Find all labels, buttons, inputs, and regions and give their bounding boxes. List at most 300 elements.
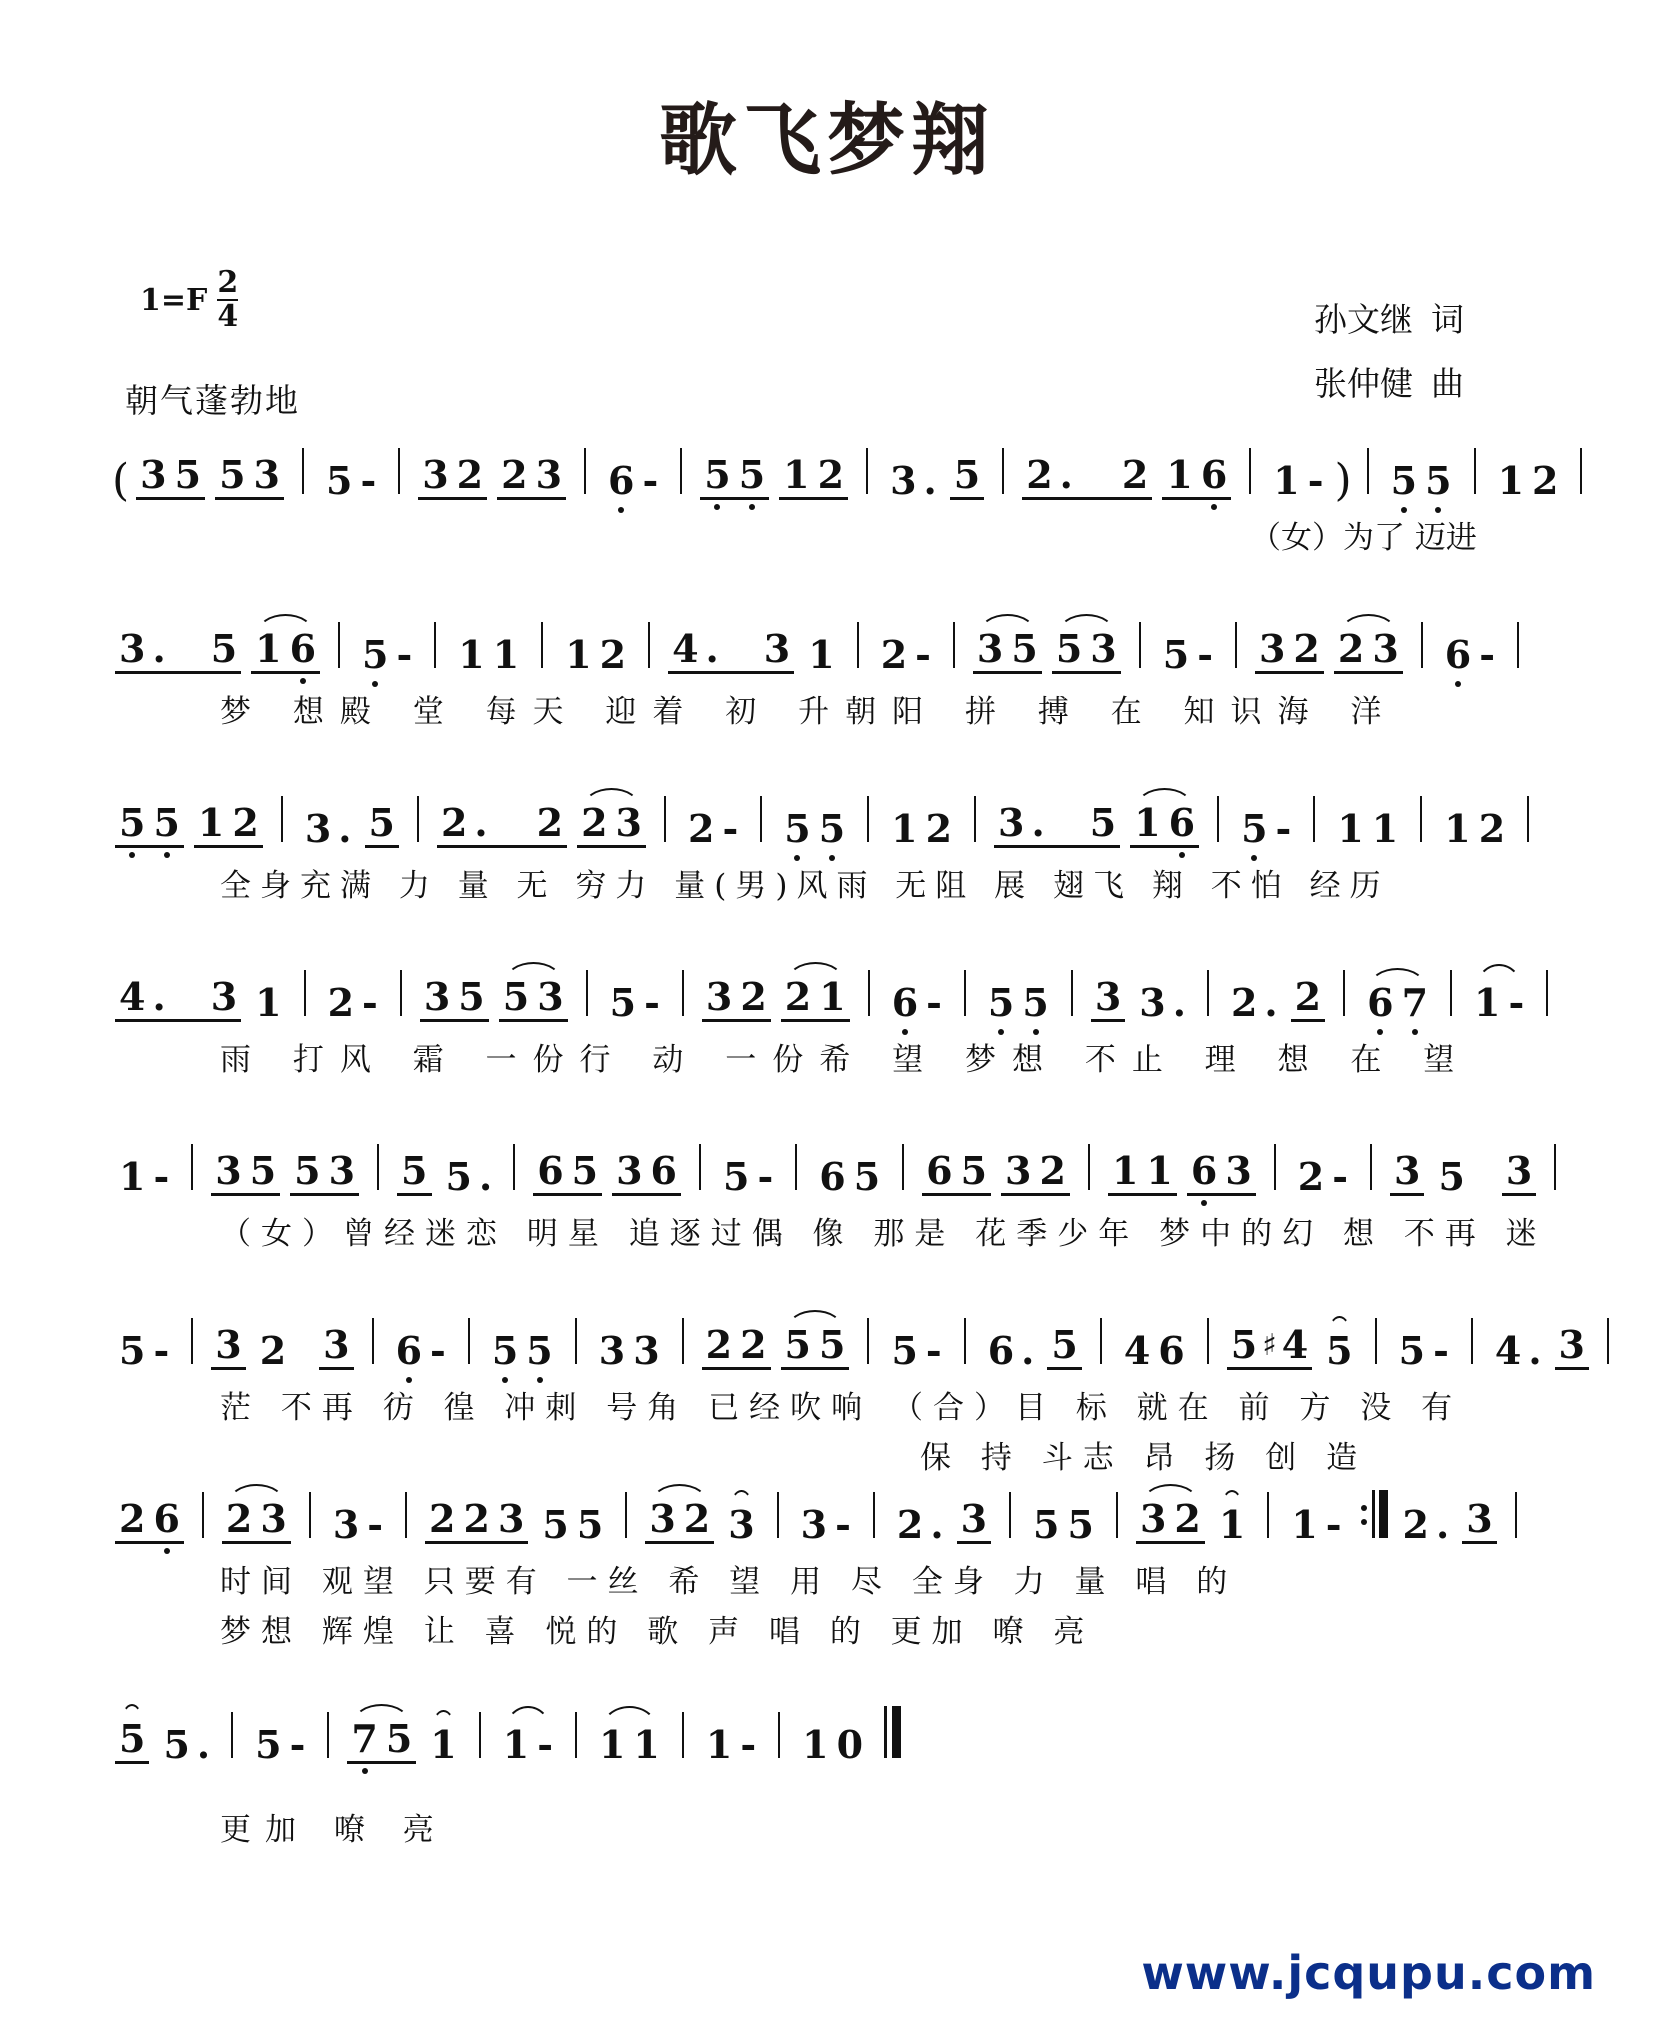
staff-line — [110, 778, 1654, 851]
music-line-6 — [0, 1300, 1654, 1476]
augmentation-dash: - — [1325, 1502, 1342, 1547]
barline — [682, 970, 684, 1016]
note-group — [1120, 1328, 1189, 1373]
note: 5 — [571, 1148, 599, 1193]
note: 1 — [1111, 1148, 1139, 1193]
note-group — [420, 974, 489, 1022]
barline — [680, 448, 682, 494]
note: 3 — [763, 626, 791, 671]
note-group — [1269, 458, 1327, 503]
note-group — [215, 452, 284, 500]
barline — [377, 1144, 379, 1190]
augmentation-dot: . — [152, 974, 166, 1019]
note-group — [645, 1496, 714, 1544]
note-group — [1022, 452, 1152, 500]
augmentation-dot: . — [474, 800, 488, 845]
note: 3 — [705, 974, 733, 1019]
barline — [584, 448, 586, 494]
note-group — [1136, 1496, 1205, 1544]
note: 1 — [1134, 800, 1161, 845]
note: 3 — [1139, 980, 1166, 1025]
note-group — [804, 632, 838, 677]
augmentation-dash: - — [153, 1328, 170, 1373]
augmentation-dot: . — [478, 1154, 493, 1199]
note: 3 — [1258, 626, 1286, 671]
barline — [400, 970, 402, 1016]
barline — [1546, 970, 1548, 1016]
note: 3 — [210, 974, 238, 1019]
note: 1 — [197, 800, 225, 845]
note-group — [194, 800, 263, 848]
note: 1 — [430, 1722, 457, 1767]
barline — [304, 970, 306, 1016]
note: 2 — [1121, 452, 1149, 497]
note: 6 — [392, 1332, 426, 1370]
note: 2 — [1026, 452, 1053, 497]
augmentation-dash: - — [367, 1502, 384, 1547]
music-systems — [0, 430, 1654, 1896]
note: 3 — [728, 1502, 755, 1547]
note: 3 — [1005, 1148, 1032, 1193]
barline — [1450, 970, 1452, 1016]
note: 5 — [723, 1154, 750, 1199]
note-group — [973, 626, 1042, 674]
barline — [513, 1144, 515, 1190]
note: 1 — [783, 452, 810, 497]
note-group — [702, 974, 771, 1022]
note-group — [1135, 980, 1189, 1025]
barline — [1607, 1318, 1609, 1364]
note-group — [1130, 800, 1199, 848]
note: 1 — [808, 632, 835, 677]
note-group — [797, 1502, 855, 1547]
note-group — [1363, 980, 1432, 1025]
barline — [778, 1712, 780, 1758]
note-group — [1395, 1328, 1453, 1373]
lyrics-block — [110, 1804, 1654, 1850]
note: 4 — [1281, 1322, 1309, 1367]
note: 1 — [598, 1722, 626, 1767]
barline — [372, 1318, 374, 1364]
note: 4 — [1494, 1328, 1522, 1373]
augmentation-dot: . — [1031, 800, 1045, 845]
barline — [1071, 970, 1073, 1016]
note: 5 — [1018, 984, 1052, 1022]
note: 5 — [210, 626, 238, 671]
note-group — [290, 1148, 359, 1196]
note: 3 — [976, 626, 1004, 671]
barline — [417, 796, 419, 842]
augmentation-dash: - — [396, 632, 413, 677]
note: 1 — [1166, 452, 1193, 497]
note: 2 — [1297, 1154, 1325, 1199]
note: 2 — [1337, 626, 1365, 671]
staff-line — [110, 1694, 1654, 1767]
augmentation-dash: - — [915, 632, 931, 677]
augmentation-dash: - — [722, 806, 739, 851]
composer-role: 曲 — [1431, 364, 1464, 404]
note-group — [256, 1328, 290, 1373]
note: 3 — [328, 1148, 356, 1193]
note-group — [1434, 1154, 1468, 1199]
composer-name: 张仲健 — [1314, 364, 1413, 404]
barline — [682, 1318, 684, 1364]
augmentation-dot: . — [1264, 980, 1278, 1025]
note-group — [1387, 458, 1456, 503]
note-group — [499, 1722, 557, 1767]
lyrics-line: 更加 嘹 亮 — [220, 1812, 448, 1848]
barline — [873, 1492, 875, 1538]
augmentation-dash: - — [430, 1328, 446, 1373]
augmentation-dash: - — [1275, 806, 1292, 851]
barline — [281, 796, 283, 842]
note-group — [1333, 806, 1402, 851]
note-group — [577, 800, 646, 848]
barline — [479, 1712, 481, 1758]
note-group — [159, 1722, 213, 1767]
time-signature-numerator: 2 — [217, 265, 239, 300]
note: 5 — [542, 1502, 569, 1547]
note-group — [538, 1502, 607, 1547]
note: 6 — [149, 1500, 183, 1538]
barline — [1474, 448, 1476, 494]
barline — [867, 1318, 869, 1364]
lyrics-line-verse2: 梦想 辉煌 让 喜 悦的 歌 声 唱 的 更加 嘹 亮 — [220, 1614, 1095, 1650]
augmentation-dot: . — [1528, 1328, 1542, 1373]
barline — [231, 1712, 233, 1758]
barline — [398, 448, 400, 494]
barline — [902, 1144, 904, 1190]
barline — [1367, 448, 1369, 494]
note: 2 — [429, 1496, 456, 1541]
note: 4 — [119, 974, 146, 1019]
note-group — [1227, 1322, 1312, 1370]
lyrics-block — [110, 1556, 1654, 1648]
barline — [953, 622, 955, 668]
augmentation-dot: . — [923, 458, 937, 503]
close-paren: ) — [1334, 455, 1352, 506]
note: 5 — [522, 1332, 556, 1370]
composer-row — [1314, 352, 1464, 416]
note: 3 — [215, 1148, 242, 1193]
note: 5 — [1162, 632, 1190, 677]
note: 5 — [891, 1328, 918, 1373]
barline — [1370, 1144, 1372, 1190]
barline — [541, 622, 543, 668]
music-line-7 — [0, 1474, 1654, 1648]
note: 5 — [502, 974, 530, 1019]
note-group — [115, 974, 241, 1022]
note: 5 — [325, 458, 353, 503]
barline — [1375, 1318, 1377, 1364]
note: 3 — [616, 1148, 643, 1193]
note: 5 — [1067, 1502, 1094, 1547]
lyrics-line-verse1: 时间 观望 只要有 一丝 希 望 用 尽 全身 力 量 唱 的 — [220, 1564, 1238, 1600]
note-group — [1237, 806, 1295, 851]
note: 4 — [1123, 1328, 1151, 1373]
note-group — [887, 806, 956, 851]
note: 1 — [1371, 806, 1399, 851]
note: 3 — [998, 800, 1025, 845]
note: 5 — [385, 1716, 413, 1761]
note-group — [877, 632, 935, 677]
barline — [1207, 970, 1209, 1016]
note-group — [392, 1328, 450, 1373]
note: 3 — [423, 974, 451, 1019]
note: 0 — [836, 1722, 864, 1767]
note: 6 — [1441, 636, 1475, 674]
note-group — [1091, 974, 1125, 1022]
note-group — [251, 980, 285, 1025]
note-group — [893, 1502, 947, 1547]
note: 3 — [1139, 1496, 1167, 1541]
note-group — [347, 1716, 416, 1764]
lyricist-role: 词 — [1431, 300, 1464, 339]
note-group — [301, 806, 355, 851]
note-group — [595, 1722, 664, 1767]
barline — [664, 796, 666, 842]
barline — [1207, 1318, 1209, 1364]
barline — [575, 1318, 577, 1364]
note: 6 — [1187, 1152, 1221, 1190]
augmentation-dash: - — [1508, 980, 1525, 1025]
time-signature — [217, 265, 239, 334]
note: 3 — [800, 1502, 828, 1547]
note-group — [684, 806, 742, 851]
note: 5 — [1237, 810, 1271, 848]
note: 3 — [1558, 1322, 1585, 1367]
barline — [625, 1492, 627, 1538]
note: 1 — [492, 632, 520, 677]
note: 1 — [1474, 980, 1501, 1025]
note: 5 — [1033, 1502, 1060, 1547]
barline — [1343, 970, 1345, 1016]
note: 3 — [633, 1328, 660, 1373]
barline — [777, 1492, 779, 1538]
note: 6 — [1158, 1328, 1185, 1373]
sharp-accidental: ♯ — [1262, 1328, 1277, 1363]
note: 1 — [1273, 458, 1300, 503]
augmentation-dash: - — [1433, 1328, 1449, 1373]
note: 6 — [286, 630, 320, 668]
note: 3 — [535, 452, 563, 497]
barline — [1517, 622, 1519, 668]
note: 2 — [232, 800, 259, 845]
note: 1 — [633, 1722, 660, 1767]
note: 6 — [537, 1148, 564, 1193]
note-group — [1001, 1148, 1070, 1196]
note-group — [1440, 806, 1509, 851]
note-group — [815, 1154, 884, 1199]
note-group — [418, 452, 487, 500]
music-line-3 — [0, 778, 1654, 906]
note: 5 — [249, 1148, 277, 1193]
note-group — [397, 1148, 431, 1196]
note: 6 — [888, 984, 922, 1022]
lyrics-block — [110, 1382, 1654, 1476]
repeat-barline — [1361, 1490, 1388, 1538]
note-group — [888, 980, 946, 1025]
note-group — [702, 1322, 771, 1370]
note-group — [115, 1496, 184, 1544]
barline — [302, 448, 304, 494]
note: 2 — [1532, 458, 1559, 503]
note-group — [1390, 1148, 1424, 1196]
barline — [964, 970, 966, 1016]
note: 3 — [1090, 626, 1117, 671]
note: 1 — [1337, 806, 1364, 851]
note-group — [1187, 1148, 1256, 1196]
note: 3 — [332, 1502, 360, 1547]
note: 5 — [984, 984, 1018, 1022]
note: 1 — [1497, 458, 1525, 503]
barline — [682, 1712, 684, 1758]
note: 3 — [1372, 626, 1399, 671]
note-group — [612, 1148, 681, 1196]
barline — [1313, 796, 1315, 842]
note-group — [994, 800, 1120, 848]
augmentation-dot: . — [152, 626, 166, 671]
note-group — [561, 632, 630, 677]
barline — [202, 1492, 204, 1538]
note: 2 — [705, 1322, 733, 1367]
note-group — [719, 1154, 777, 1199]
augmentation-dash: - — [289, 1722, 306, 1767]
note: 5 — [1055, 626, 1083, 671]
note: 5 — [163, 1722, 190, 1767]
note: 3 — [1466, 1496, 1493, 1541]
note-group — [115, 1154, 173, 1199]
note: 1 — [565, 632, 592, 677]
augmentation-dash: - — [644, 980, 660, 1025]
note-group — [604, 458, 662, 503]
augmentation-dash: - — [360, 458, 377, 503]
augmentation-dash: - — [925, 1328, 942, 1373]
lyrics-block — [110, 686, 1654, 732]
barline — [586, 970, 588, 1016]
note-group — [222, 1496, 291, 1544]
note: 3 — [960, 1496, 988, 1541]
note-group — [115, 800, 184, 848]
note: 3 — [323, 1322, 350, 1367]
note: 3 — [253, 452, 280, 497]
note: 5 — [488, 1332, 522, 1370]
tempo-expression: 朝气蓬勃地 — [125, 381, 300, 420]
note: 2 — [440, 800, 468, 845]
note: 2 — [259, 1328, 287, 1373]
note: 2 — [1293, 626, 1320, 671]
note-group — [251, 1722, 309, 1767]
note: 2 — [119, 1496, 146, 1541]
augmentation-dot: . — [196, 1722, 211, 1767]
barline — [191, 1318, 193, 1364]
augmentation-dash: - — [835, 1502, 851, 1547]
note: 3 — [422, 452, 449, 497]
augmentation-dash: - — [1332, 1154, 1348, 1199]
lyrics-line: 梦 想殿 堂 每天 迎着 初 升朝阳 拼 搏 在 知识海 洋 — [220, 694, 1398, 730]
note-group — [1441, 632, 1499, 677]
barline — [327, 1712, 329, 1758]
page-title: 歌飞梦翔 — [658, 95, 995, 186]
note-group — [1491, 1328, 1545, 1373]
note: 5 — [784, 1322, 811, 1367]
augmentation-dash: - — [642, 458, 659, 503]
note: 3 — [119, 626, 146, 671]
note-group — [1052, 626, 1121, 674]
note-group — [1255, 626, 1324, 674]
note: 1 — [802, 1722, 829, 1767]
barline — [1554, 1144, 1556, 1190]
note: 3 — [615, 800, 642, 845]
augmentation-dash: - — [153, 1154, 170, 1199]
barline — [1116, 1492, 1118, 1538]
note: 3 — [497, 1496, 525, 1541]
lyrics-block — [110, 860, 1654, 906]
note-group — [700, 452, 769, 500]
note: 4 — [672, 626, 699, 671]
barline — [699, 1144, 701, 1190]
note: 2 — [683, 1496, 711, 1541]
music-line-5 — [0, 1126, 1654, 1254]
note: 7 — [347, 1720, 381, 1758]
lyrics-line: （女）为了 迈进 — [1250, 520, 1477, 556]
note: 1 — [705, 1722, 733, 1767]
final-barline — [884, 1706, 901, 1758]
lyrics-line-verse2: 保 持 斗志 昂 扬 创 造 — [920, 1440, 1368, 1476]
note: 2 — [501, 452, 528, 497]
note-group — [887, 1328, 945, 1373]
site-watermark: www.jcqupu.com — [1141, 1946, 1596, 2000]
note-group — [1047, 1322, 1081, 1370]
augmentation-dash: - — [1479, 632, 1496, 677]
note: 5 — [294, 1148, 321, 1193]
note: 6 — [987, 1328, 1015, 1373]
note: 5 — [576, 1502, 604, 1547]
note: 2 — [463, 1496, 490, 1541]
note: 6 — [819, 1154, 846, 1199]
barline — [468, 1318, 470, 1364]
note: 5 — [401, 1148, 428, 1193]
note: 2 — [599, 632, 627, 677]
note-group — [211, 1322, 245, 1370]
note-group — [1029, 1502, 1098, 1547]
note-group — [668, 626, 794, 674]
note: 5 — [815, 810, 849, 848]
note: 5 — [609, 980, 637, 1025]
note-group — [251, 626, 320, 674]
barline — [866, 448, 868, 494]
augmentation-dash: - — [362, 980, 378, 1025]
note: 2 — [740, 974, 767, 1019]
barline — [974, 796, 976, 842]
music-line-8 — [0, 1694, 1654, 1850]
note-group — [798, 1722, 867, 1767]
lyricist-row — [1314, 288, 1464, 352]
note: 3 — [1505, 1148, 1533, 1193]
note: 5 — [960, 1148, 988, 1193]
barline — [1235, 622, 1237, 668]
lyrics-block — [110, 1034, 1654, 1080]
note-group — [426, 1722, 460, 1767]
note: 5 — [1398, 1328, 1426, 1373]
note-group — [442, 1154, 496, 1199]
note: 5 — [445, 1154, 472, 1199]
augmentation-dot: . — [1059, 452, 1073, 497]
note: 5 — [458, 974, 485, 1019]
note-group — [497, 452, 566, 500]
barline — [1515, 1492, 1517, 1538]
note: 7 — [1398, 984, 1432, 1022]
